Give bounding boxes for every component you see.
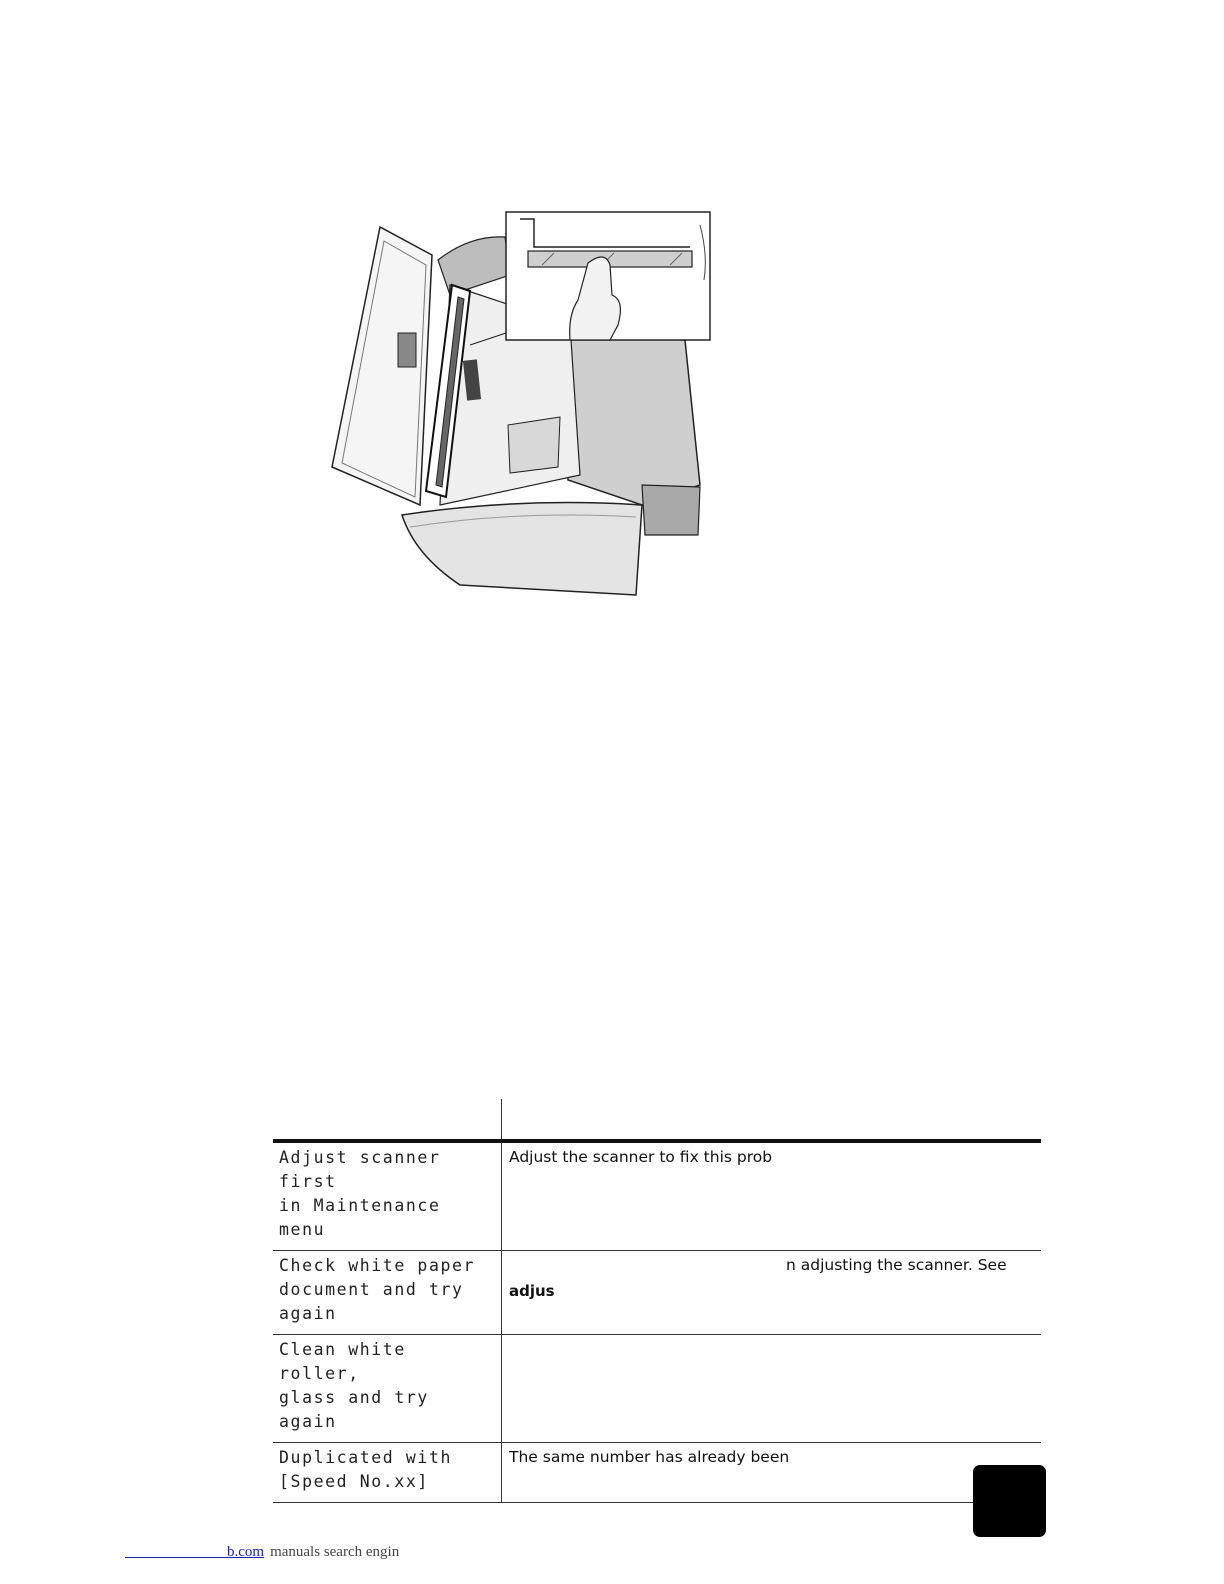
footer-link-underline[interactable] bbox=[125, 1543, 227, 1558]
table-row bbox=[273, 1443, 1041, 1503]
scanner-cleaning-illustration bbox=[320, 205, 720, 600]
table-row bbox=[273, 1251, 1041, 1335]
header-message-cell bbox=[273, 1099, 502, 1141]
message-description: Adjust the scanner to fix this prob bbox=[509, 1148, 773, 1166]
message-description: The same number has already been bbox=[509, 1448, 790, 1466]
footer-link[interactable]: b.com bbox=[227, 1544, 265, 1560]
lcd-message: Clean white roller, glass and try again bbox=[279, 1340, 429, 1431]
message-description-bold: adjus bbox=[509, 1282, 555, 1300]
header-description-cell bbox=[502, 1099, 1042, 1141]
lcd-message: Duplicated with [Speed No.xx] bbox=[279, 1448, 453, 1491]
message-description bbox=[502, 1335, 1041, 1344]
lcd-message: Adjust scanner first in Maintenance menu bbox=[279, 1148, 441, 1239]
error-message-table bbox=[273, 1099, 1041, 1503]
table-row bbox=[273, 1141, 1041, 1251]
page-number-badge bbox=[973, 1465, 1046, 1537]
fax-machine-open-cover-drawing bbox=[320, 205, 720, 600]
footer-text: manuals search engin bbox=[270, 1544, 400, 1560]
message-description: n adjusting the scanner. See bbox=[786, 1256, 1007, 1274]
table-header-row bbox=[273, 1099, 1041, 1141]
footer bbox=[125, 1543, 399, 1561]
table-row bbox=[273, 1335, 1041, 1443]
lcd-message: Check white paper document and try again bbox=[279, 1256, 476, 1323]
